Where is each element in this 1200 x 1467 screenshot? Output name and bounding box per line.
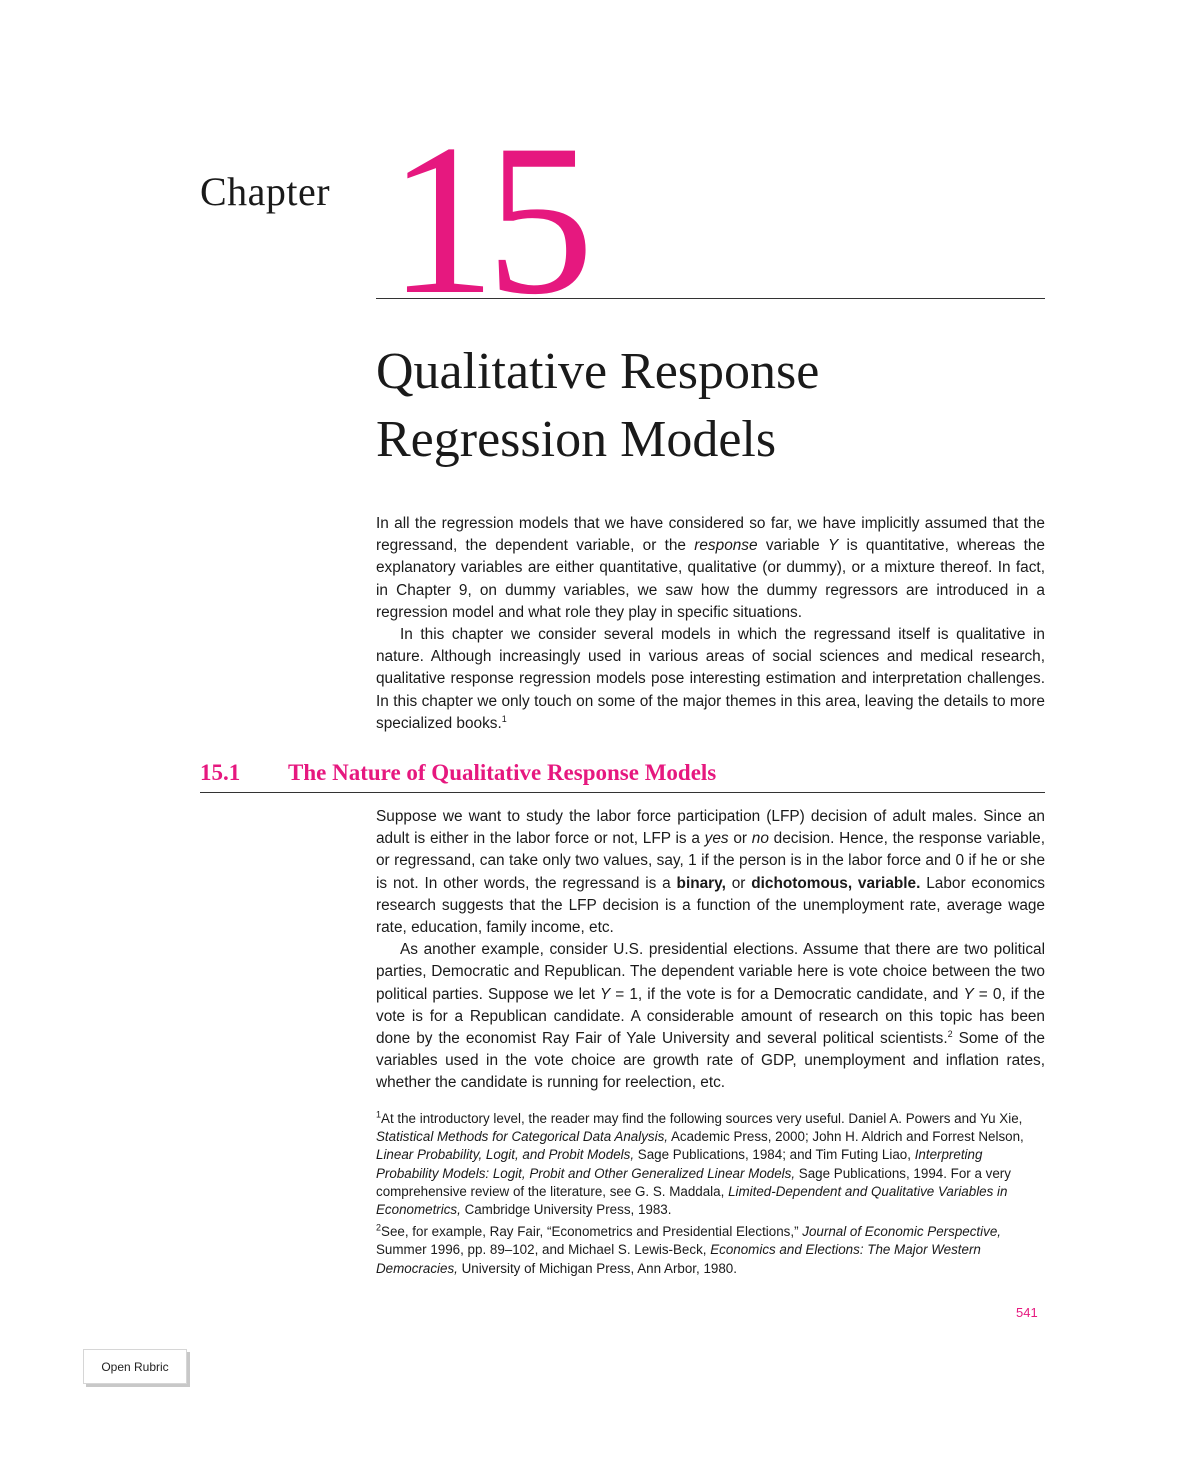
footnotes: [376, 1110, 1045, 1282]
text-run-italic: Interpreting Probability Models: Logit, Probit and Other Generalized Linear Models,: [376, 1147, 983, 1181]
text-run-italic: Y: [963, 985, 974, 1003]
footnote-2: [376, 1223, 1045, 1278]
text-run-italic: Economics and Elections: The Major Western Democracies,: [376, 1242, 981, 1276]
text-run-bold: dichotomous, variable.: [751, 874, 921, 892]
text-run-italic: Journal of Economic Perspective,: [802, 1224, 1001, 1240]
section-paragraph-1: [376, 806, 1045, 939]
text-run: In all the regression models that we have considered so far, we have implicitly assumed that the regressand, the dependent variable, or the: [376, 515, 1045, 555]
text-run: In this chapter we consider several models in which the regressand itself is qualitative in nature. Although increasingly used in various areas of social sciences and medical research, qualitative response regression models pose interesting estimation and interpretation challenges. In this chapter we only touch on some of the major themes in this area, leaving the details to more specialized books.: [376, 626, 1045, 732]
text-run: Sage Publications, 1984; and Tim Futing Liao,: [634, 1147, 915, 1163]
text-run-italic: Linear Probability, Logit, and Probit Models,: [376, 1147, 635, 1163]
text-run: At the introductory level, the reader may find the following sources very useful. Daniel A. Powers and Yu Xie,: [381, 1111, 1023, 1126]
text-run-italic: yes: [704, 830, 729, 848]
footnote-ref-1[interactable]: 1: [501, 713, 507, 724]
chapter-title-line-2: Regression Models: [376, 411, 777, 468]
text-run: is quantitative, whereas the explanatory variables are either quantitative, qualitative (or dummy), or a mixture thereof. In fact, in Chapter 9, on dummy variables, we saw how the dummy regressors are introduced in a regression model and what role they play in specific situations.: [376, 537, 1045, 621]
text-run: Suppose we want to study the labor force participation (LFP) decision of adult males. Since an adult is either in the labor force or not, LFP is a: [376, 808, 1045, 848]
footnote-marker: 2: [376, 1222, 382, 1233]
intro-paragraph-2: [376, 624, 1045, 735]
chapter-label: Chapter: [200, 169, 331, 214]
text-run-italic: Y: [599, 985, 611, 1003]
chapter-rule-divider: [376, 298, 1045, 299]
section-number: 15.1: [200, 760, 241, 785]
text-run: Some of the variables used in the vote choice are growth rate of GDP, unemployment and inflation rates, whether the candidate is running for reelection, etc.: [376, 1030, 1045, 1092]
open-rubric-button[interactable]: Open Rubric: [83, 1349, 187, 1384]
text-run: variable: [757, 537, 828, 555]
chapter-number: 15: [388, 100, 584, 339]
text-run-italic: Limited-Dependent and Qualitative Variables in Econometrics,: [376, 1183, 1008, 1218]
text-run: or: [728, 830, 752, 848]
text-run: Cambridge University Press, 1983.: [460, 1202, 672, 1218]
text-run: decision. Hence, the response variable, or regressand, can take only two values, say, 1 if the person is in the labor force and 0 if he or she is not. In other words, the regressand is a: [376, 830, 1045, 892]
text-run-italic: response: [694, 537, 758, 555]
intro-paragraph-1: [376, 513, 1045, 624]
text-run: University of Michigan Press, Ann Arbor, 1980.: [457, 1260, 737, 1276]
text-run: Sage Publications, 1994. For a very comprehensive review of the literature, see G. S. Maddala,: [376, 1165, 1011, 1199]
intro-text: [376, 513, 1045, 735]
text-run: See, for example, Ray Fair, “Econometrics and Presidential Elections,”: [381, 1224, 803, 1240]
text-run: Academic Press, 2000; John H. Aldrich and Forrest Nelson,: [668, 1129, 1024, 1145]
footnote-marker: 1: [376, 1109, 382, 1120]
section-paragraph-2: [376, 939, 1045, 1094]
chapter-title-line-1: Qualitative Response: [376, 343, 820, 400]
page-number: 541: [1016, 1305, 1038, 1320]
text-run: = 0, if the vote is for a Republican candidate. A considerable amount of research on this topic has been done by the economist Ray Fair of Yale University and several political scientists.: [376, 985, 1045, 1048]
text-run: or: [725, 874, 752, 892]
text-run: Labor economics research suggests that the LFP decision is a function of the unemployment rate, average wage rate, education, family income, etc.: [376, 874, 1045, 937]
chapter-title: [376, 338, 1056, 474]
text-run-bold: binary,: [676, 874, 726, 892]
section-text: [376, 806, 1045, 1095]
text-run-italic: Y: [828, 537, 839, 555]
text-run: As another example, consider U.S. presidential elections. Assume that there are two political parties, Democratic and Republican. The dependent variable here is vote choice between the two political parties. Suppose we let: [376, 941, 1045, 1003]
footnote-1: [376, 1110, 1045, 1219]
text-run: Summer 1996, pp. 89–102, and Michael S. Lewis-Beck,: [376, 1242, 711, 1258]
footnote-ref-2[interactable]: 2: [947, 1028, 953, 1039]
text-run: = 1, if the vote is for a Democratic candidate, and: [610, 985, 964, 1003]
section-heading: [200, 760, 1045, 793]
section-title: The Nature of Qualitative Response Models: [288, 760, 717, 785]
text-run-italic: Statistical Methods for Categorical Data Analysis,: [376, 1129, 668, 1145]
text-run-italic: no: [751, 830, 769, 848]
